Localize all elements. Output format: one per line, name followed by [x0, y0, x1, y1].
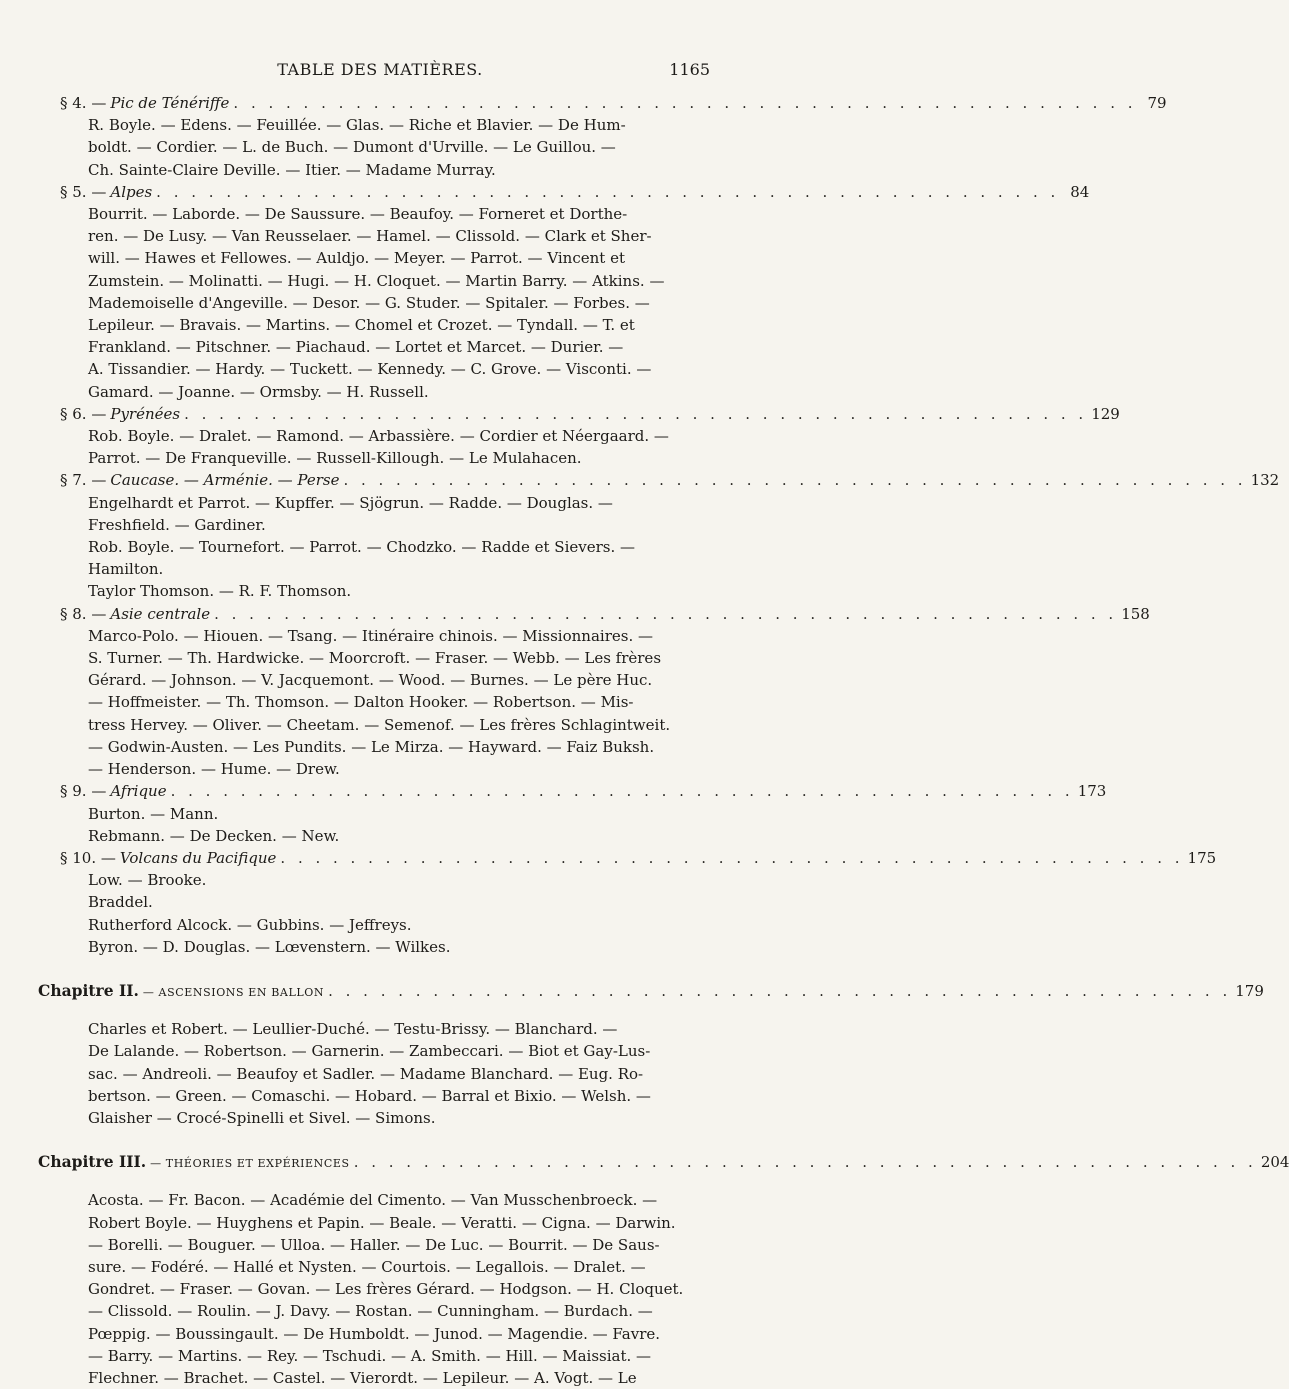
dot-leader: . . . . . . . . . . . . . . . . . . . . . . . . . . . . . . . . . . . . . . . . . . . . . . . . . . . .	[328, 981, 1232, 1000]
entry-line: Rebmann. — De Decken. — New.	[88, 826, 340, 845]
entry-line: A. Tissandier. — Hardy. — Tuckett. — Kennedy. — C. Grove. — Visconti. —	[88, 360, 652, 379]
entry-line: Low. — Brooke.	[88, 871, 207, 890]
section-title: Pic de Ténériffe	[110, 94, 230, 112]
dot-leader: . . . . . . . . . . . . . . . . . . . . . . . . . . . . . . . . . . . . . . . . . . . . . . . . . . . .	[343, 471, 1247, 490]
toc-chapter	[38, 1151, 1289, 1389]
entry-line: ren. — De Lusy. — Van Reusselaer. — Hamel. — Clissold. — Clark et Sher-	[88, 227, 652, 246]
entry-line: — Borelli. — Bouguer. — Ulloa. — Haller. — De Luc. — Bourrit. — De Saus-	[88, 1235, 660, 1254]
chapter-label: Chapitre III.	[38, 1152, 147, 1172]
entry-line: Robert Boyle. — Huyghens et Papin. — Beale. — Veratti. — Cigna. — Darwin.	[88, 1213, 676, 1232]
entry-line: Braddel.	[88, 893, 153, 912]
section-page-number: 84	[1070, 182, 1090, 201]
section-page-number: 132	[1250, 471, 1280, 490]
entry-line: — Hoffmeister. — Th. Thomson. — Dalton Hooker. — Robertson. — Mis-	[88, 693, 634, 712]
entry-line: Burton. — Mann.	[88, 804, 219, 823]
chapter-page-number: 179	[1235, 981, 1264, 1000]
dot-leader: . . . . . . . . . . . . . . . . . . . . . . . . . . . . . . . . . . . . . . . . . . . . . . . . . . . .	[280, 848, 1184, 867]
toc-section	[60, 603, 1150, 781]
section-page-number: 158	[1121, 604, 1150, 623]
entry-line: Frankland. — Pitschner. — Piachaud. — Lortet et Marcet. — Durier. —	[88, 338, 624, 357]
dot-leader: . . . . . . . . . . . . . . . . . . . . . . . . . . . . . . . . . . . . . . . . . . . . . . . . . . . .	[214, 604, 1118, 623]
entry-line: sure. — Fodéré. — Hallé et Nysten. — Courtois. — Legallois. — Dralet. —	[88, 1257, 646, 1276]
entry-line: Glaisher — Crocé-Spinelli et Sivel. — Simons.	[88, 1108, 436, 1127]
entry-line: — Clissold. — Roulin. — J. Davy. — Rostan. — Cunningham. — Burdach. —	[88, 1302, 653, 1321]
section-heading	[60, 780, 1107, 802]
entry-line: Charles et Robert. — Leullier-Duché. — Testu-Brissy. — Blanchard. —	[88, 1020, 618, 1039]
section-page-number: 173	[1077, 782, 1107, 801]
table-of-contents	[38, 92, 1289, 1389]
dot-leader: . . . . . . . . . . . . . . . . . . . . . . . . . . . . . . . . . . . . . . . . . . . . . . . . . . . .	[156, 182, 1060, 201]
section-title: Alpes	[110, 182, 153, 201]
dot-leader: . . . . . . . . . . . . . . . . . . . . . . . . . . . . . . . . . . . . . . . . . . . . . . . . . . . .	[233, 94, 1137, 112]
entry-line: Freshfield. — Gardiner.	[88, 515, 266, 534]
entry-line: — Godwin-Austen. — Les Pundits. — Le Mirza. — Hayward. — Faiz Buksh.	[88, 737, 655, 756]
section-heading	[60, 603, 1150, 625]
dot-leader: . . . . . . . . . . . . . . . . . . . . . . . . . . . . . . . . . . . . . . . . . . . . . . . . . . . .	[184, 404, 1088, 423]
entry-line: will. — Hawes et Fellowes. — Auldjo. — Meyer. — Parrot. — Vincent et	[88, 249, 625, 268]
entry-line: — Barry. — Martins. — Rey. — Tschudi. — A. Smith. — Hill. — Maissiat. —	[88, 1346, 652, 1365]
entry-line: boldt. — Cordier. — L. de Buch. — Dumont d'Urville. — Le Guillou. —	[88, 138, 616, 157]
entry-line: Taylor Thomson. — R. F. Thomson.	[88, 582, 352, 601]
chapter-title: — THÉORIES ET EXPÉRIENCES	[150, 1157, 350, 1171]
entry-line: Gamard. — Joanne. — Ormsby. — H. Russell.	[88, 382, 429, 401]
running-header	[0, 60, 800, 84]
chapter-label: Chapitre II.	[38, 980, 139, 1000]
dot-leader: . . . . . . . . . . . . . . . . . . . . . . . . . . . . . . . . . . . . . . . . . . . . . . . . . . . .	[170, 782, 1074, 801]
entry-line: Gérard. — Johnson. — V. Jacquemont. — Wood. — Burnes. — Le père Huc.	[88, 671, 653, 690]
entry-line: sac. — Andreoli. — Beaufoy et Sadler. — Madame Blanchard. — Eug. Ro-	[88, 1064, 644, 1083]
toc-section	[60, 403, 1120, 470]
entry-line: De Lalande. — Robertson. — Garnerin. — Zambeccari. — Biot et Gay-Lus-	[88, 1042, 651, 1061]
section-title: Asie centrale	[110, 604, 211, 623]
entry-line: Engelhardt et Parrot. — Kupffer. — Sjögrun. — Radde. — Douglas. —	[88, 493, 613, 512]
section-heading	[60, 181, 1090, 203]
entry-line: Acosta. — Fr. Bacon. — Académie del Cimento. — Van Musschenbroeck. —	[88, 1191, 658, 1210]
chapter-entries	[60, 1018, 712, 1129]
section-number: § 10. —	[60, 848, 116, 867]
chapter-entries	[60, 1189, 712, 1389]
entry-line: Ch. Sainte-Claire Deville. — Itier. — Madame Murray.	[88, 160, 496, 179]
chapter-heading	[38, 1151, 1289, 1175]
section-heading	[60, 847, 1217, 869]
section-page-number: 79	[1147, 94, 1167, 112]
section-heading	[60, 469, 1280, 491]
section-page-number: 175	[1187, 848, 1217, 867]
entry-line: bertson. — Green. — Comaschi. — Hobard. — Barral et Bixio. — Welsh. —	[88, 1086, 651, 1105]
entry-line: Byron. — D. Douglas. — Lœvenstern. — Wilkes.	[88, 937, 451, 956]
toc-section	[60, 181, 1090, 403]
entry-line: Pœppig. — Boussingault. — De Humboldt. — Junod. — Magendie. — Favre.	[88, 1324, 661, 1343]
section-number: § 5. —	[60, 182, 107, 201]
entry-line: Rob. Boyle. — Tournefort. — Parrot. — Chodzko. — Radde et Sievers. —	[88, 538, 636, 557]
entry-line: S. Turner. — Th. Hardwicke. — Moorcroft. — Fraser. — Webb. — Les frères	[88, 649, 662, 668]
section-title: Pyrénées	[110, 404, 181, 423]
page-title: TABLE DES MATIÈRES.	[277, 60, 483, 79]
dot-leader: . . . . . . . . . . . . . . . . . . . . . . . . . . . . . . . . . . . . . . . . . . . . . . . . . . . .	[353, 1153, 1257, 1172]
toc-section	[60, 847, 1217, 958]
chapter-page-number: 204	[1260, 1153, 1289, 1172]
toc-section	[60, 92, 1167, 181]
section-title: Afrique	[110, 782, 167, 801]
chapter-heading	[38, 980, 1264, 1004]
entry-line: Marco-Polo. — Hiouen. — Tsang. — Itinéraire chinois. — Missionnaires. —	[88, 626, 653, 645]
section-page-number: 129	[1091, 404, 1120, 423]
page-number: 1165	[669, 60, 710, 79]
entry-line: R. Boyle. — Edens. — Feuillée. — Glas. — Riche et Blavier. — De Hum-	[88, 116, 626, 135]
section-number: § 8. —	[60, 604, 107, 623]
section-heading	[60, 403, 1120, 425]
entry-line: Zumstein. — Molinatti. — Hugi. — H. Cloquet. — Martin Barry. — Atkins. —	[88, 271, 665, 290]
entry-line: Gondret. — Fraser. — Govan. — Les frères Gérard. — Hodgson. — H. Cloquet.	[88, 1280, 684, 1299]
section-number: § 9. —	[60, 782, 107, 801]
entry-line: Rutherford Alcock. — Gubbins. — Jeffreys.	[88, 915, 412, 934]
entry-line: Parrot. — De Franqueville. — Russell-Killough. — Le Mulahacen.	[88, 449, 582, 468]
entry-line: tress Hervey. — Oliver. — Cheetam. — Semenof. — Les frères Schlagintweit.	[88, 715, 671, 734]
entry-line: Rob. Boyle. — Dralet. — Ramond. — Arbassière. — Cordier et Néergaard. —	[88, 427, 669, 446]
chapter-title: — ASCENSIONS EN BALLON	[142, 985, 325, 999]
entry-line: Flechner. — Brachet. — Castel. — Vierordt. — Lepileur. — A. Vogt. — Le	[88, 1368, 637, 1387]
section-title: Caucase. — Arménie. — Perse	[110, 471, 340, 490]
toc-chapter	[38, 980, 1264, 1129]
section-title: Volcans du Pacifique	[119, 848, 277, 867]
section-number: § 7. —	[60, 471, 107, 490]
entry-line: — Henderson. — Hume. — Drew.	[88, 760, 340, 779]
entry-line: Hamilton.	[88, 560, 164, 579]
toc-section	[60, 469, 1280, 602]
section-number: § 6. —	[60, 404, 107, 423]
section-number: § 4. —	[60, 94, 107, 112]
entry-line: Mademoiselle d'Angeville. — Desor. — G. Studer. — Spitaler. — Forbes. —	[88, 293, 650, 312]
entry-line: Bourrit. — Laborde. — De Saussure. — Beaufoy. — Forneret et Dorthe-	[88, 205, 628, 224]
section-heading	[60, 92, 1167, 114]
entry-line: Lepileur. — Bravais. — Martins. — Chomel et Crozet. — Tyndall. — T. et	[88, 316, 635, 335]
toc-section	[60, 780, 1107, 847]
